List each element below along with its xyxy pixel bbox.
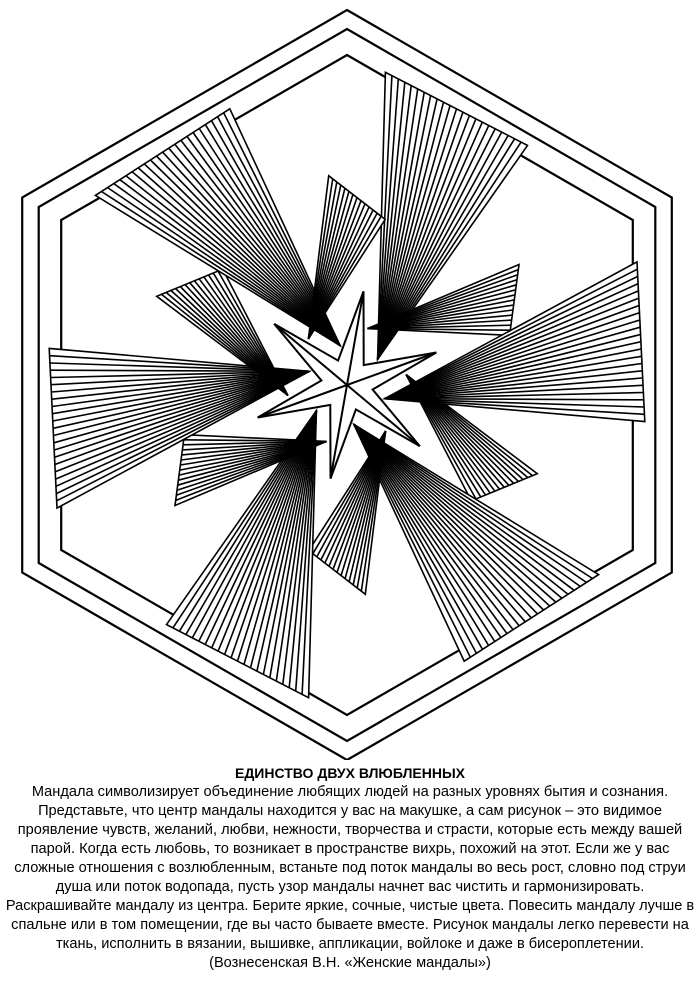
spiral-blade <box>368 72 528 359</box>
spiral-blade <box>167 411 327 698</box>
caption-block <box>0 764 700 973</box>
caption-attribution: (Вознесенская В.Н. «Женские мандалы») <box>209 955 491 971</box>
caption-title: ЕДИНСТВО ДВУХ ВЛЮБЛЕННЫХ <box>235 765 465 781</box>
caption-paragraph: Мандала символизирует объединение любящих людей на разных уровнях бытия и сознания. Представьте, что центр мандалы находится у вас на макушке, а сам рисунок – это видимое проявление чувств, желаний, любви, нежности, творчества и страсти, которые есть между вашей парой. Когда есть любовь, то возникает в пространстве вихрь, похожий на этот. Если же у вас сложные отношения с возлюбленным, встаньте под поток мандалы во весь рост, словно под струи душа или поток водопада, пусть узор мандалы начнет вас чистить и гармонизировать. Раскрашивайте мандалу из центра. Берите яркие, сочные, чистые цвета. Повесить мандалу лучше в спальне или в том помещении, где вы часто бываете вместе. Рисунок мандалы легко перевести на ткань, исполнить в вязании, вышивке, аппликации, войлоке и даже в бисероплетении. <box>5 784 695 952</box>
